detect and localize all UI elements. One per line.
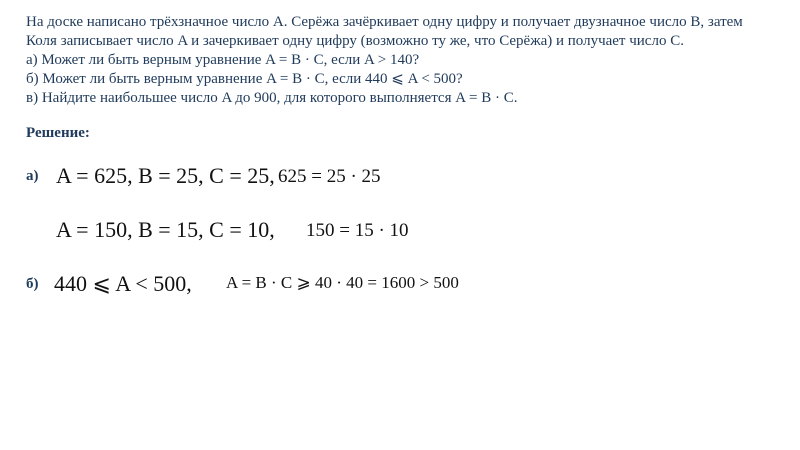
solution-heading: Решение: bbox=[26, 125, 90, 141]
part-a-check-1: 625 = 25 · 25 bbox=[278, 166, 381, 187]
part-a-check-2: 150 = 15 · 10 bbox=[306, 220, 409, 241]
problem-line-2: Коля записывает число A и зачеркивает одну цифру (возможно ту же, что Серёжа) и получает число C. bbox=[26, 33, 684, 49]
part-a-label: а) bbox=[26, 168, 39, 184]
problem-question-c: в) Найдите наибольшее число A до 900, для которого выполняется A = B · C. bbox=[26, 90, 518, 106]
part-a-formula-1: A = 625, B = 25, C = 25, bbox=[56, 163, 275, 188]
problem-statement bbox=[26, 13, 786, 108]
part-b-formula-1: 440 ⩽ A < 500, bbox=[54, 271, 192, 296]
part-a-formula-2: A = 150, B = 15, C = 10, bbox=[56, 217, 275, 242]
problem-line-1: На доске написано трёхзначное число A. Серёжа зачёркивает одну цифру и получает двузначное число B, затем bbox=[26, 14, 743, 30]
problem-question-a: а) Может ли быть верным уравнение A = B · C, если A > 140? bbox=[26, 52, 420, 68]
part-b-formula-2: A = B · C ⩾ 40 · 40 = 1600 > 500 bbox=[226, 273, 459, 292]
problem-question-b: б) Может ли быть верным уравнение A = B · C, если 440 ⩽ A < 500? bbox=[26, 71, 463, 87]
part-b-label: б) bbox=[26, 276, 39, 292]
